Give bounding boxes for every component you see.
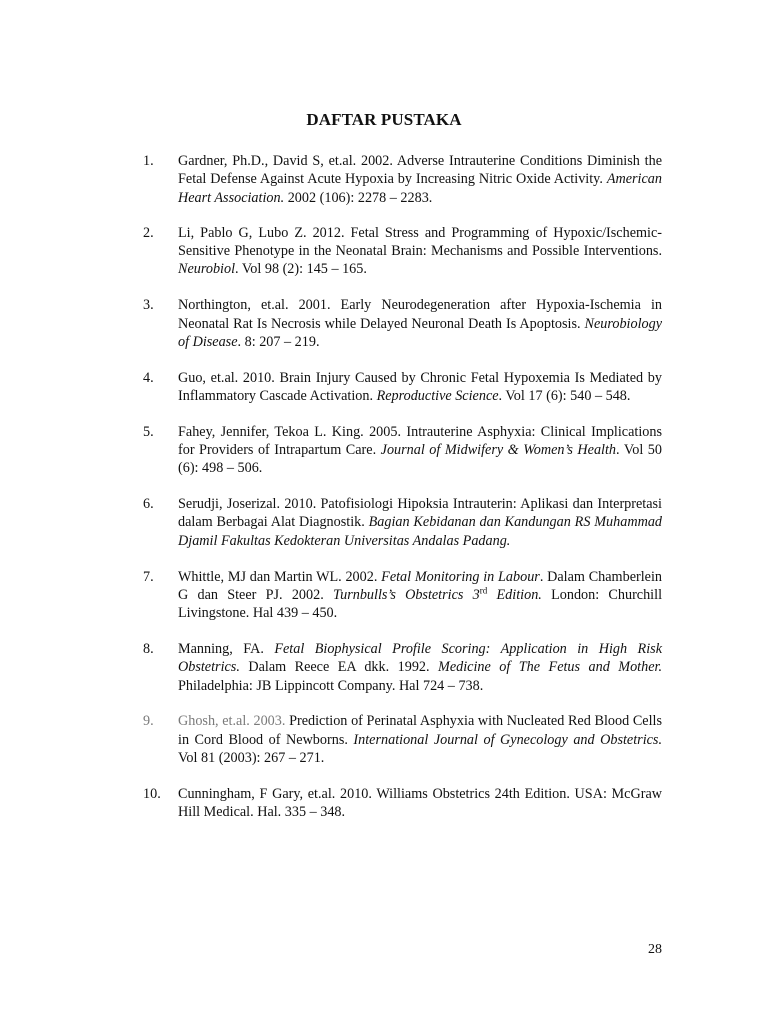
reference-number: 10. bbox=[143, 785, 161, 802]
reference-book-title: Turnbulls’s Obstetrics 3 bbox=[333, 586, 480, 603]
reference-text: Prediction of Perinatal Asphyxia with Nucleated Red Blood Cells in Cord Blood of Newborns. bbox=[178, 713, 662, 748]
reference-text: Vol 81 (2003): 267 – 271. bbox=[178, 749, 325, 766]
reference-item bbox=[143, 296, 662, 351]
reference-item bbox=[143, 495, 662, 550]
reference-item bbox=[143, 640, 662, 695]
reference-item bbox=[143, 152, 662, 207]
reference-text: Whittle, MJ dan Martin WL. 2002. bbox=[178, 568, 382, 585]
reference-item bbox=[143, 785, 662, 822]
reference-journal: Neurobiol bbox=[178, 261, 236, 278]
reference-text: Li, Pablo G, Lubo Z. 2012. Fetal Stress and Programming of Hypoxic/Ischemic-Sensitive Phenotype in the Neonatal Brain: Mechanisms and Possible Interventions. bbox=[178, 224, 662, 260]
reference-text: 2002 (106): 2278 – 2283. bbox=[284, 189, 433, 206]
reference-number: 6. bbox=[143, 496, 154, 513]
reference-text: . 8: 207 – 219. bbox=[237, 333, 320, 350]
reference-text: London: Churchill Livingstone. Hal 439 – 450. bbox=[178, 586, 663, 622]
reference-superscript: rd bbox=[479, 585, 488, 596]
reference-number: 3. bbox=[143, 297, 154, 314]
reference-text: Serudji, Joserizal. 2010. Patofisiologi Hipoksia Intrauterin: Aplikasi dan Interpretasi dalam Berbagai Alat Diagnostik. bbox=[178, 496, 662, 531]
reference-number: 7. bbox=[143, 568, 154, 585]
reference-list bbox=[143, 152, 662, 839]
reference-item bbox=[143, 423, 662, 478]
reference-journal: Journal of Midwifery & Women’s Health bbox=[380, 442, 617, 459]
reference-text: Fahey, Jennifer, Tekoa L. King. 2005. Intrauterine Asphyxia: Clinical Implications for Providers of Intrapartum Care. bbox=[178, 423, 662, 459]
reference-journal: International Journal of Gynecology and Obstetrics. bbox=[353, 731, 662, 748]
reference-item bbox=[143, 369, 662, 406]
reference-text: . Vol 17 (6): 540 – 548. bbox=[498, 387, 631, 404]
reference-number: 2. bbox=[143, 224, 154, 241]
reference-text: Gardner, Ph.D., David S, et.al. 2002. Adverse Intrauterine Conditions Diminish the Fetal Defense Against Acute Hypoxia by Increasing Nitric Oxide Activity. bbox=[178, 153, 662, 188]
reference-text: . Dalam Chamberlein G dan Steer PJ. 2002. bbox=[178, 568, 662, 603]
page-title: DAFTAR PUSTAKA bbox=[306, 110, 462, 129]
reference-item bbox=[143, 712, 662, 767]
reference-text: Northington, et.al. 2001. Early Neurodegeneration after Hypoxia-Ischemia in Neonatal Rat Is Necrosis while Delayed Neuronal Death Is Apoptosis. bbox=[178, 297, 662, 332]
reference-edition: Edition. bbox=[487, 586, 542, 603]
reference-number: 5. bbox=[143, 423, 154, 440]
reference-item bbox=[143, 224, 662, 279]
reference-text: Ghosh, et.al. 2003. bbox=[178, 713, 286, 730]
reference-text: . Vol 98 (2): 145 – 165. bbox=[235, 261, 367, 278]
reference-number: 8. bbox=[143, 640, 154, 657]
reference-text: . Vol 50 (6): 498 – 506. bbox=[178, 442, 662, 477]
reference-text: Philadelphia: JB Lippincott Company. Hal 724 – 738. bbox=[178, 677, 484, 694]
reference-number: 9. bbox=[143, 713, 154, 730]
reference-text: Dalam Reece EA dkk. 1992. bbox=[239, 659, 439, 676]
page-number: 28 bbox=[648, 942, 662, 957]
reference-journal: Neurobiology of Disease bbox=[178, 315, 662, 350]
reference-institution: Bagian Kebidanan dan Kandungan RS Muhammad Djamil Fakultas Kedokteran Universitas Andalas Padang. bbox=[178, 514, 663, 549]
reference-book-title: Fetal Biophysical Profile Scoring: Application in High Risk Obstetrics. bbox=[178, 640, 662, 676]
reference-book-title: Medicine of The Fetus and Mother. bbox=[438, 659, 662, 676]
reference-text: Cunningham, F Gary, et.al. 2010. Williams Obstetrics 24th Edition. USA: McGraw Hill Medical. Hal. 335 – 348. bbox=[178, 785, 662, 821]
reference-number: 1. bbox=[143, 153, 154, 169]
reference-number: 4. bbox=[143, 369, 154, 386]
reference-text: Manning, FA. bbox=[178, 640, 275, 657]
reference-text: Guo, et.al. 2010. Brain Injury Caused by Chronic Fetal Hypoxemia Is Mediated by Inflammatory Cascade Activation. bbox=[178, 369, 662, 404]
reference-item bbox=[143, 568, 662, 623]
reference-book-title: Fetal Monitoring in Labour bbox=[381, 568, 540, 585]
reference-journal: Reproductive Science bbox=[376, 387, 499, 404]
reference-journal: American Heart Association. bbox=[178, 171, 662, 206]
